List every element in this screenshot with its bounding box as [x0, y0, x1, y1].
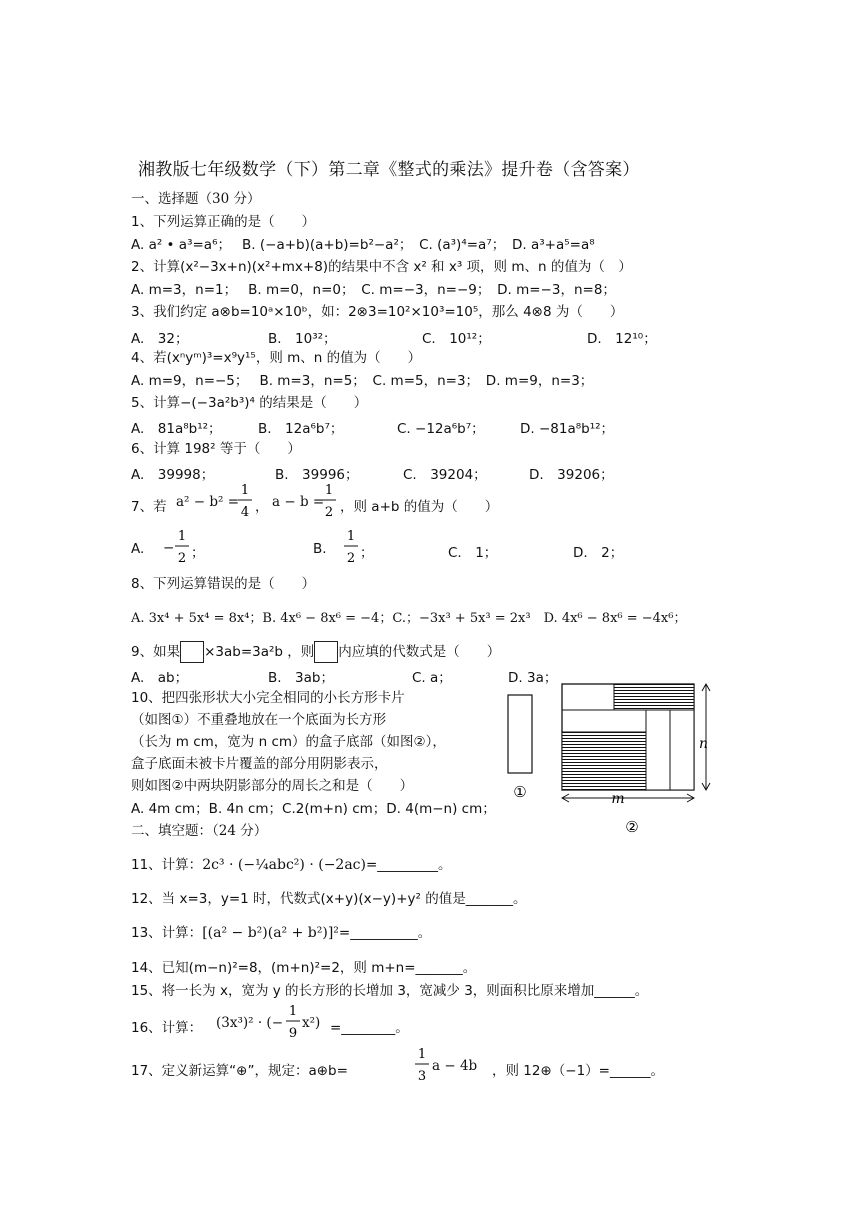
- question-17-fraction: [414, 1044, 430, 1086]
- question-6-option-b: B. 39996；: [275, 467, 359, 483]
- question-7-suffix: ，则 a+b 的值为（ ）: [340, 499, 499, 515]
- question-17-prefix: 17、定义新运算“⊕”，规定：a⊕b=: [131, 1063, 348, 1079]
- question-13-prefix: 13、计算：: [131, 925, 203, 941]
- fraction-numerator: 1: [346, 529, 356, 544]
- question-3-option-b: B. 10³²；: [268, 331, 337, 347]
- question-3-option-d: D. 12¹⁰；: [587, 331, 657, 347]
- question-5-option-c: C. −12a⁶b⁷；: [397, 421, 485, 437]
- question-12: 12、当 x=3，y=1 时，代数式(x+y)(x−y)+y² 的值是_______。: [131, 891, 527, 907]
- question-8-options: A. 3x⁴ + 5x⁴ = 8x⁴；B. 4x⁶ − 8x⁶ = −4；C.；−3x³ + 5x³ = 2x³ D. 4x⁶ − 8x⁶ = −4x⁶；: [131, 611, 687, 626]
- question-16-fraction: [285, 1001, 301, 1043]
- question-7-separator: ，: [255, 499, 269, 515]
- question-9-option-a: A. ab；: [131, 670, 189, 686]
- fraction-one-quarter: [237, 480, 253, 522]
- question-3-option-c: C. 10¹²；: [422, 331, 491, 347]
- question-17-expression: a − 4b: [432, 1058, 478, 1074]
- question-10-line-4: 盒子底面未被卡片覆盖的部分用阴影表示，: [131, 756, 388, 772]
- fraction-one-half: [321, 480, 337, 522]
- question-13: [131, 924, 431, 942]
- question-11: [131, 856, 452, 874]
- question-16-prefix: 16、计算：: [131, 1020, 203, 1036]
- question-9-option-d: D. 3a；: [508, 670, 558, 686]
- question-7-option-a-sign: −: [163, 540, 175, 556]
- question-17-suffix: ，则 12⊕（−1）=______。: [492, 1063, 664, 1079]
- question-15: 15、将一长为 x，宽为 y 的长方形的长增加 3，宽减少 3，则面积比原来增加______。: [131, 983, 649, 999]
- question-7-equation-1: a² − b² =: [176, 494, 240, 510]
- question-16-suffix: =________。: [330, 1020, 409, 1036]
- fraction-numerator: 1: [288, 1004, 298, 1019]
- fraction-numerator: 1: [417, 1047, 427, 1062]
- question-9-option-c: C. a；: [412, 670, 452, 686]
- card-vertical-2: [670, 710, 694, 790]
- question-9-option-b: B. 3ab；: [268, 670, 334, 686]
- question-7-option-a-label: A.: [131, 541, 145, 557]
- question-11-expression: 2c³ · (−¼abc²) · (−2ac): [202, 857, 366, 873]
- question-10-options: A. 4m cm；B. 4n cm；C.2(m+n) cm；D. 4(m−n) cm；: [131, 801, 496, 817]
- question-11-suffix: =_________。: [365, 857, 452, 873]
- shaded-region-top: [614, 684, 694, 710]
- question-5: 5、计算−(−3a²b³)⁴ 的结果是（ ）: [131, 395, 368, 411]
- fraction-denominator: 9: [288, 1026, 298, 1041]
- question-1: 1、下列运算正确的是（ ）: [131, 214, 316, 230]
- question-9-middle: ×3ab=3a²b ，则: [204, 644, 315, 660]
- question-5-option-d: D. −81a⁸b¹²；: [520, 421, 615, 437]
- question-8: 8、下列运算错误的是（ ）: [131, 576, 316, 592]
- question-2-options: A. m=3，n=1； B. m=0，n=0； C. m=−3，n=−9； D. m=−3，n=8；: [131, 282, 616, 298]
- section-heading-choice: 一、选择题（30 分）: [131, 191, 261, 207]
- fraction-denominator: 2: [177, 551, 187, 566]
- question-9-prefix: 9、如果: [131, 644, 181, 660]
- fraction-numerator: 1: [177, 529, 187, 544]
- question-10-line-2: （如图①）不重叠地放在一个底面为长方形: [131, 712, 387, 728]
- question-3: 3、我们约定 a⊗b=10ᵃ×10ᵇ，如：2⊗3=10²×10³=10⁵，那么 4⊗8 为（ ）: [131, 304, 624, 320]
- question-10-line-1: 10、把四张形状大小完全相同的小长方形卡片: [131, 690, 405, 706]
- question-4: 4、若(xⁿyᵐ)³=x⁹y¹⁵，则 m、n 的值为（ ）: [131, 350, 422, 366]
- question-9: [131, 641, 500, 663]
- section-heading-fill: 二、填空题：（24 分）: [131, 823, 268, 839]
- question-16-expression-end: x²): [302, 1015, 321, 1031]
- figure-1: [500, 690, 560, 810]
- question-4-options: A. m=9，n=−5； B. m=3，n=5； C. m=5，n=3； D. m=9，n=3；: [131, 373, 594, 389]
- question-6-option-a: A. 39998；: [131, 467, 215, 483]
- question-16-expression: (3x³)² · (−: [216, 1015, 284, 1031]
- fraction-denominator: 2: [324, 505, 334, 520]
- question-10-line-5: 则如图②中两块阴影部分的周长之和是（ ）: [131, 778, 414, 794]
- question-6-option-c: C. 39204；: [403, 467, 487, 483]
- fraction-denominator: 2: [346, 551, 356, 566]
- question-7-prefix: 7、若: [131, 499, 167, 515]
- question-7-equation-2: a − b =: [272, 494, 325, 510]
- question-7-option-a-fraction: [174, 526, 190, 568]
- question-7-option-b-label: B.: [313, 541, 327, 557]
- shaded-region-bottom: [562, 732, 646, 790]
- answer-blank-box[interactable]: [180, 641, 204, 663]
- question-7-option-c: C. 1；: [448, 545, 498, 561]
- question-14: 14、已知(m−n)²=8，(m+n)²=2，则 m+n=_______。: [131, 960, 477, 976]
- question-3-option-a: A. 32；: [131, 331, 189, 347]
- question-5-option-a: A. 81a⁸b¹²；: [131, 421, 222, 437]
- figure-1-label: ①: [513, 783, 527, 801]
- question-7-option-b-end: ；: [360, 545, 374, 561]
- fraction-denominator: 3: [417, 1069, 427, 1084]
- card-vertical-1: [646, 710, 670, 790]
- question-2: 2、计算(x²−3x+n)(x²+mx+8)的结果中不含 x² 和 x³ 项，则 m、n 的值为（ ）: [131, 259, 632, 275]
- fraction-denominator: 4: [240, 505, 250, 520]
- question-1-options: A. a² • a³=a⁶； B. (−a+b)(a+b)=b²−a²； C. (a³)⁴=a⁷； D. a³+a⁵=a⁸: [131, 237, 595, 253]
- dimension-n-label: n: [699, 736, 709, 752]
- figure-2: [552, 680, 722, 835]
- card-top-left: [562, 684, 614, 710]
- question-7-option-a-end: ；: [191, 545, 205, 561]
- question-13-suffix: =__________。: [338, 925, 432, 941]
- fraction-numerator: 1: [240, 483, 250, 498]
- question-7-option-b-fraction: [343, 526, 359, 568]
- card-rectangle: [508, 695, 532, 773]
- question-5-option-b: B. 12a⁶b⁷；: [258, 421, 344, 437]
- question-13-expression: [(a² − b²)(a² + b²)]²: [202, 925, 339, 941]
- document-title: 湘教版七年级数学（下）第二章《整式的乘法》提升卷（含答案）: [138, 160, 640, 180]
- dimension-m-label: m: [611, 791, 625, 807]
- question-9-suffix: 内应填的代数式是（ ）: [338, 644, 501, 660]
- question-10-line-3: （长为 m cm，宽为 n cm）的盒子底部（如图②），: [131, 734, 446, 750]
- figure-2-label: ②: [625, 818, 639, 835]
- question-6: 6、计算 198² 等于（ ）: [131, 441, 301, 457]
- question-6-option-d: D. 39206；: [529, 467, 614, 483]
- fraction-numerator: 1: [324, 483, 334, 498]
- question-7-option-d: D. 2；: [573, 545, 624, 561]
- question-11-prefix: 11、计算：: [131, 857, 203, 873]
- answer-blank-box[interactable]: [314, 641, 338, 663]
